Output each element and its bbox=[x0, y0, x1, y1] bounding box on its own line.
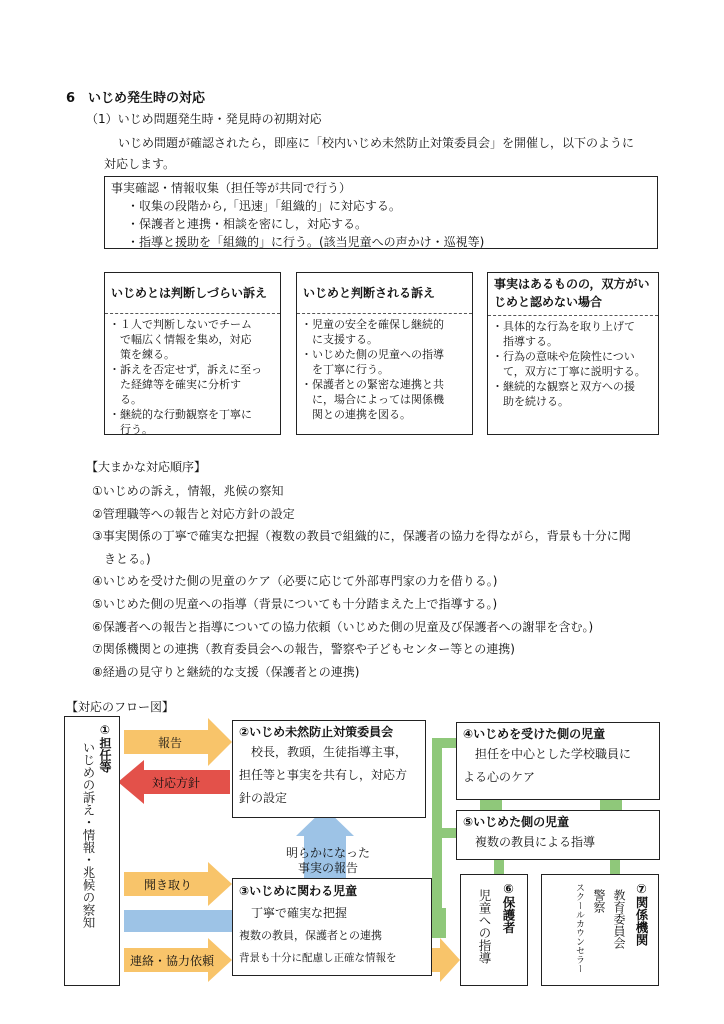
order-item: ②管理職等への報告と対応方針の設定 bbox=[92, 506, 295, 521]
case-line: ・具体的な行為を取り上げて bbox=[492, 320, 635, 333]
case-line: ・継続的な観察と双方への援 bbox=[492, 380, 635, 393]
fact-item: ・収集の段階から,「迅速」「組織的」に対応する。 bbox=[127, 199, 401, 213]
arrow-liaison-label: 連絡・協力依頼 bbox=[130, 954, 215, 968]
tannin-body: いじめの訴え・情報・兆候の察知 bbox=[81, 741, 96, 929]
case-line: に支援する。 bbox=[301, 333, 378, 346]
victim-line: よる心のケア bbox=[463, 770, 536, 784]
intro-line-2: 対応します。 bbox=[104, 157, 176, 171]
agency-title: ⑦関係機関 bbox=[634, 881, 649, 946]
up-arrow-label-line: 事実の報告 bbox=[298, 861, 359, 875]
case-line: ・行為の意味や危険性につい bbox=[492, 350, 635, 363]
committee-line: 校長，教頭，生徒指導主事， bbox=[239, 745, 408, 759]
subsection-title: （1）いじめ問題発生時・発見時の初期対応 bbox=[86, 112, 322, 126]
order-item: きとる。) bbox=[92, 551, 151, 566]
related-title: ③いじめに関わる児童 bbox=[239, 884, 358, 898]
related-body-1: 丁寧で確実な把握 bbox=[239, 906, 348, 920]
order-item: ⑦関係機関との連携（教育委員会への報告，警察や子どもセンター等との連携) bbox=[92, 642, 515, 657]
case-line: ・いじめた側の児童への指導 bbox=[301, 348, 444, 361]
green-connector bbox=[442, 828, 456, 838]
bully-box bbox=[456, 810, 660, 860]
blue-band bbox=[124, 910, 232, 932]
agency-col-1: 教育委員会 bbox=[612, 889, 626, 949]
green-connector bbox=[432, 738, 442, 908]
order-item: ③事実関係の丁寧で確実な把握（複数の教員で組織的に，保護者の協力を得ながら，背景も十分に聞 bbox=[92, 529, 631, 544]
up-arrow-label-line: 明らかになった bbox=[286, 846, 371, 860]
green-connector bbox=[494, 860, 504, 874]
agency-col-2: 警察 bbox=[592, 889, 606, 913]
green-connector bbox=[610, 860, 620, 874]
order-item: ⑥保護者への報告と指導についての協力依頼（いじめた側の児童及び保護者への謝罪を含む。) bbox=[92, 619, 594, 634]
case-line: ・保護者との緊密な連携と共 bbox=[301, 378, 444, 391]
related-body-3: 背景も十分に配慮し正確な情報を bbox=[239, 952, 397, 964]
case-line: た経緯等を確実に分析す bbox=[109, 378, 241, 391]
arrow-policy-label: 対応方針 bbox=[152, 776, 201, 790]
up-arrow-label bbox=[286, 846, 370, 876]
agency-col-3: スクールカウンセラー bbox=[574, 883, 584, 973]
fact-item: ・指導と援助を「組織的」に行う。(該当児童への声かけ・巡視等) bbox=[127, 235, 485, 249]
order-item: ⑤いじめた側の児童への指導（背景についても十分踏まえた上で指導する。) bbox=[92, 596, 498, 611]
case-line: て，双方に丁寧に説明する。 bbox=[492, 365, 646, 378]
tannin-title: ①担任等 bbox=[98, 723, 112, 773]
intro-line-1: いじめ問題が確認されたら，即座に「校内いじめ未然防止対策委員会」を開催し，以下のように bbox=[118, 136, 635, 150]
tannin-box bbox=[64, 716, 120, 986]
case-title: いじめとは判断しづらい訴え bbox=[105, 273, 280, 314]
victim-line: 担任を中心とした学校職員に bbox=[463, 747, 632, 761]
order-item: ⑧経過の見守りと継続的な支援（保護者との連携) bbox=[92, 664, 360, 679]
orange-arrow-guardian bbox=[432, 938, 460, 982]
fact-box-title: 事実確認・情報収集（担任等が共同で行う） bbox=[111, 181, 352, 195]
arrow-hear-label: 聞き取り bbox=[144, 878, 193, 892]
case-line: 関との連携を図る。 bbox=[301, 408, 411, 421]
committee-box bbox=[232, 720, 426, 818]
case-line: で幅広く情報を集め，対応 bbox=[109, 333, 252, 346]
case-line: を丁寧に行う。 bbox=[301, 363, 389, 376]
case-line: 助を続ける。 bbox=[492, 395, 569, 408]
green-connector bbox=[600, 800, 622, 810]
case-title-line: 事実はあるものの，双方がい bbox=[494, 277, 650, 291]
case-title-line: じめと認めない場合 bbox=[494, 295, 603, 309]
case-line: 策を練る。 bbox=[109, 348, 175, 361]
guardian-box bbox=[460, 874, 528, 986]
case-line: ・訴えを否定せず，訴えに至っ bbox=[109, 363, 263, 376]
case-line: 指導する。 bbox=[492, 335, 558, 348]
victim-box bbox=[456, 722, 660, 800]
bully-title: ⑤いじめた側の児童 bbox=[463, 815, 570, 829]
case-line: る。 bbox=[109, 393, 142, 406]
case-line: ・１人で判断しないでチーム bbox=[109, 318, 252, 331]
green-connector bbox=[480, 800, 502, 810]
fact-item: ・保護者と連携・相談を密にし，対応する。 bbox=[127, 217, 368, 231]
arrow-report-label: 報告 bbox=[158, 736, 183, 750]
committee-title: ②いじめ未然防止対策委員会 bbox=[239, 725, 394, 739]
order-item: ①いじめの訴え，情報，兆候の察知 bbox=[92, 484, 284, 498]
case-line: ・児童の安全を確保し継続的 bbox=[301, 318, 444, 331]
order-item: ④いじめを受けた側の児童のケア（必要に応じて外部専門家の力を借りる。) bbox=[92, 574, 498, 589]
guardian-title: ⑥保護者 bbox=[501, 881, 516, 934]
case-title: いじめと判断される訴え bbox=[297, 273, 472, 314]
agency-box bbox=[541, 874, 659, 986]
committee-line: 針の設定 bbox=[239, 791, 288, 805]
related-body-2: 複数の教員，保護者との連携 bbox=[239, 929, 382, 942]
guardian-body: 児童への指導 bbox=[477, 889, 492, 964]
order-title: 【大まかな対応順序】 bbox=[86, 460, 207, 474]
bully-line: 複数の教員による指導 bbox=[463, 835, 596, 849]
case-line: ・継続的な行動観察を丁寧に bbox=[109, 408, 252, 421]
flow-title: 【対応のフロー図】 bbox=[66, 700, 175, 714]
victim-title: ④いじめを受けた側の児童 bbox=[463, 727, 606, 741]
section-title: 6 いじめ発生時の対応 bbox=[66, 91, 206, 106]
case-line: に，場合によっては関係機 bbox=[301, 393, 444, 406]
green-connector bbox=[442, 738, 456, 748]
green-connector bbox=[432, 908, 446, 938]
related-box bbox=[232, 878, 432, 976]
case-line: 行う。 bbox=[109, 423, 153, 436]
committee-line: 担任等と事実を共有し，対応方 bbox=[239, 768, 408, 782]
